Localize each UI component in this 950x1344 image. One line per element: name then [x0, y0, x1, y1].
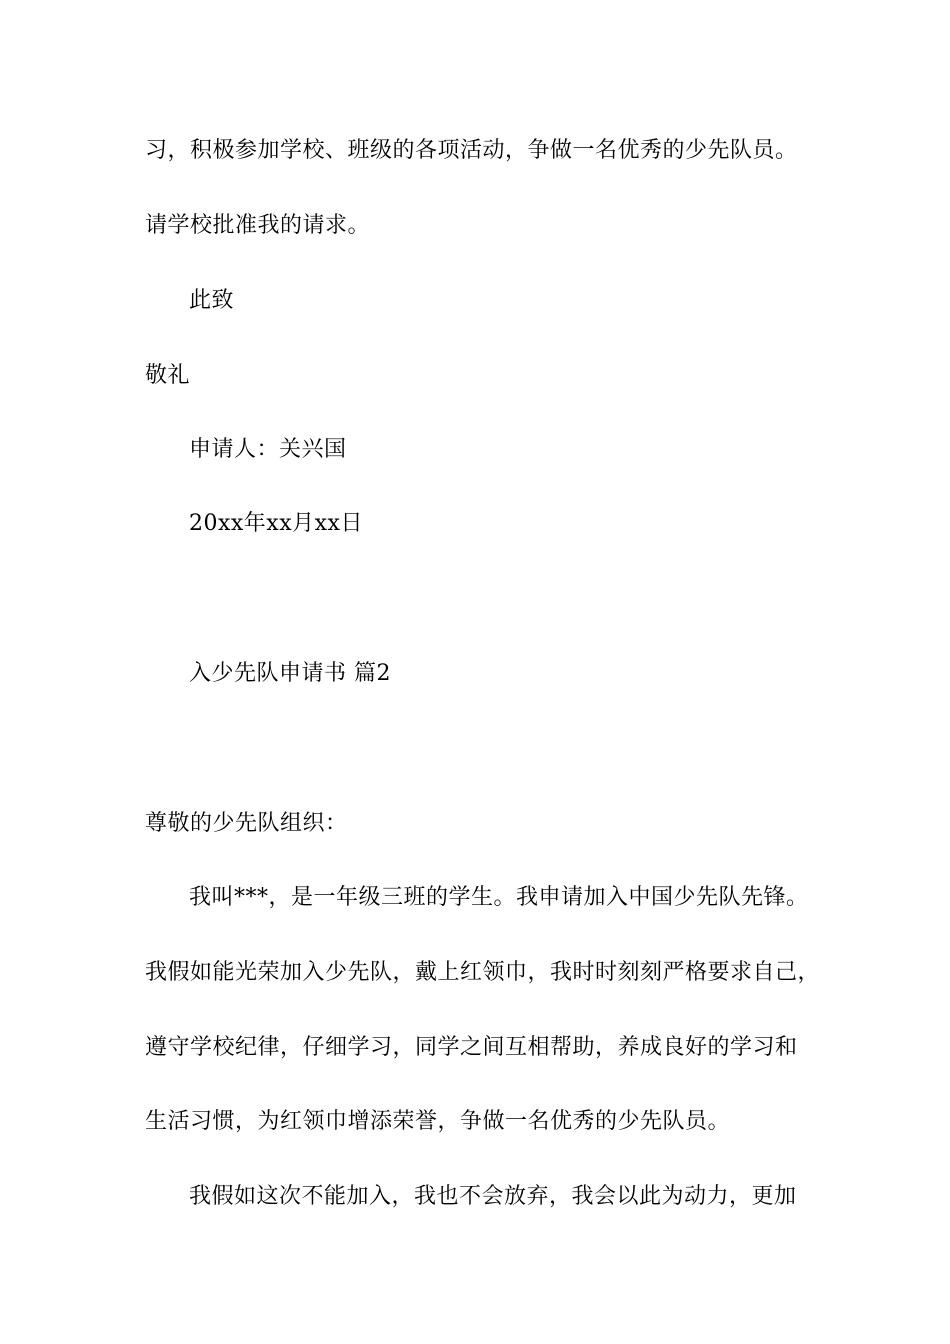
date-line: 20xx年xx月xx日	[189, 511, 363, 536]
paragraph-line: 我假如能光荣加入少先队，戴上红领巾，我时时刻刻严格要求自己，	[145, 960, 821, 985]
paragraph-line: 请学校批准我的请求。	[145, 213, 371, 238]
closing-salutation: 此致	[189, 288, 235, 313]
closing-regards: 敬礼	[145, 363, 191, 388]
paragraph-line: 遵守学校纪律，仔细学习，同学之间互相帮助，养成良好的学习和	[145, 1035, 798, 1060]
paragraph-line: 我叫***，是一年级三班的学生。我申请加入中国少先队先锋。	[189, 885, 809, 910]
applicant-signature: 申请人：关兴国	[189, 437, 347, 462]
paragraph-line: 我假如这次不能加入，我也不会放弃，我会以此为动力，更加	[189, 1184, 797, 1209]
paragraph-line: 习，积极参加学校、班级的各项活动，争做一名优秀的少先队员。	[145, 138, 798, 163]
greeting-line: 尊敬的少先队组织：	[145, 811, 348, 836]
paragraph-line: 生活习惯，为红领巾增添荣誉，争做一名优秀的少先队员。	[145, 1109, 731, 1134]
section-title: 入少先队申请书 篇2	[189, 661, 391, 686]
